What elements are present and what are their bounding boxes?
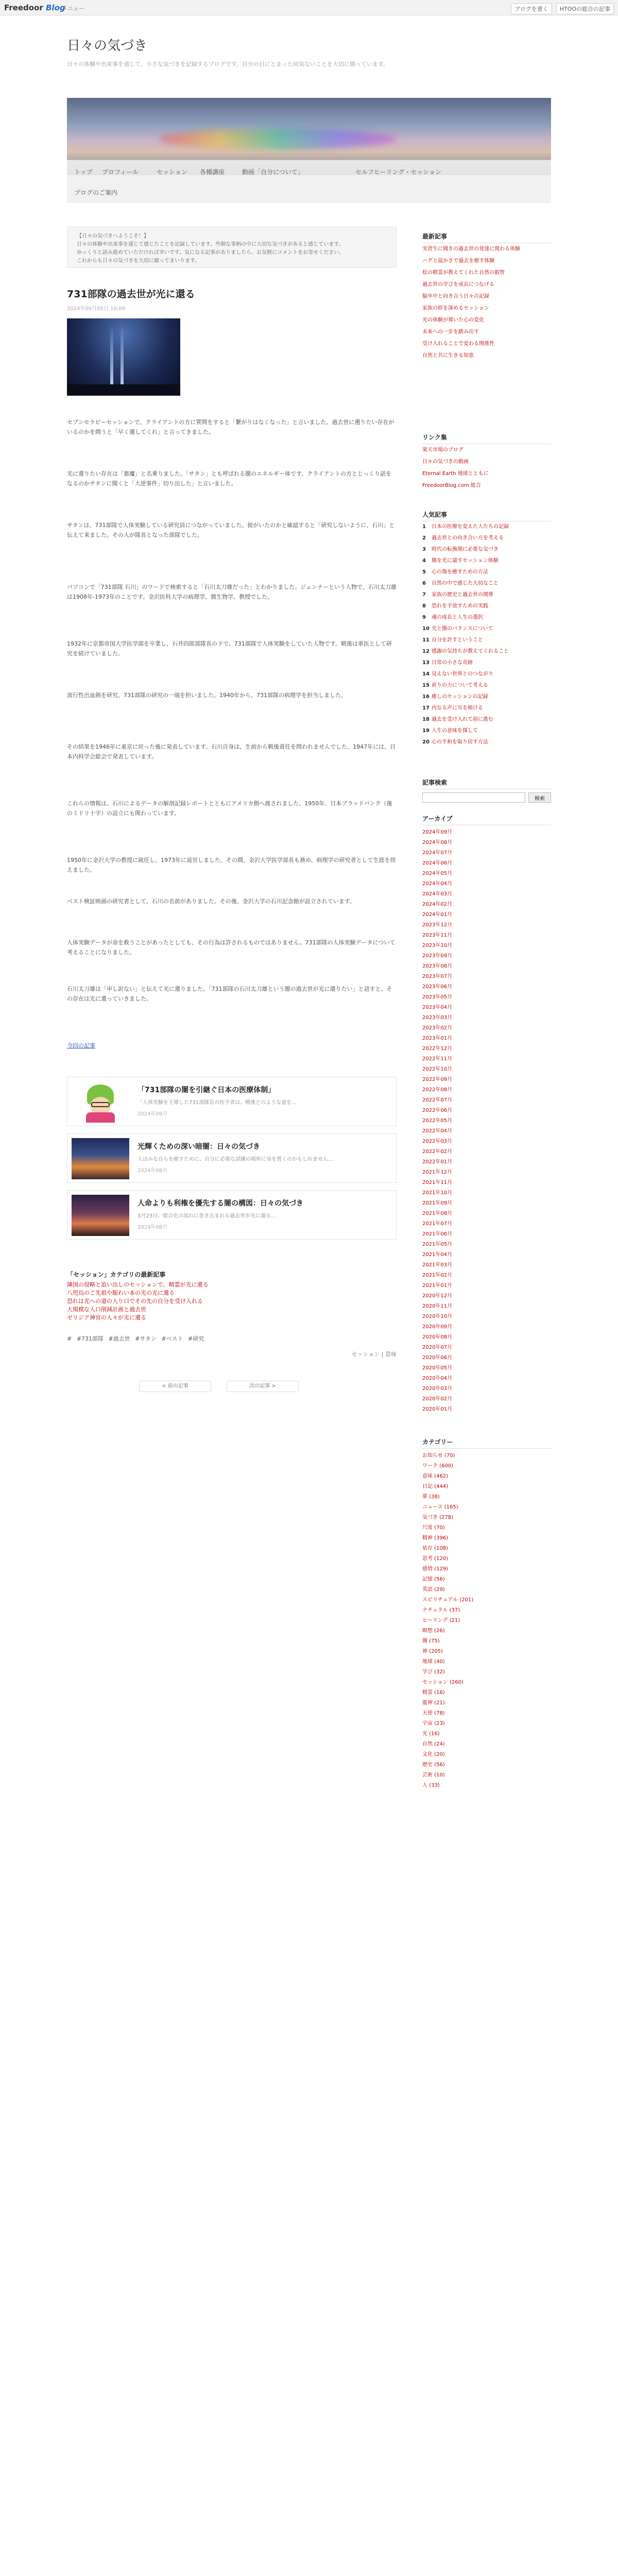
post-paragraph: 石川太刀雄は「申し訳ない」と伝えて光に還りました。「731部隊の石川太刀雄という闇の過去世が光に還りたい」と話すと、その存在は光に還っていきました。	[67, 986, 392, 1002]
archive-link[interactable]: 2021年01月	[422, 1283, 453, 1289]
archive-link[interactable]: 2023年09月	[422, 953, 453, 959]
ranking-item[interactable]: 10 光と闇のバランスについて	[422, 626, 493, 632]
related-snippet: 「人体実験を主導した731部隊長の医学者は、戦後どのような道を…	[138, 1100, 297, 1106]
archive-link[interactable]: 2022年02月	[422, 1149, 453, 1155]
post-paragraph: 光に還りたい存在は「悪魔」と名乗りました。「サタン」とも呼ばれる闇のエネルギー体です。クライアントの方とじっくり話をなるのかサタンに聞くと「大逆事件」切り出した」と言いました。	[67, 470, 391, 487]
related-article-card[interactable]	[67, 1077, 397, 1126]
category-link[interactable]: 人 (33)	[422, 1783, 440, 1788]
archive-link[interactable]: 2023年11月	[422, 933, 453, 938]
rainbow-cloud-image	[160, 129, 397, 149]
related-title[interactable]: 「731部隊の闇を引継ぐ日本の医療体制」	[138, 1086, 276, 1094]
recent-list	[422, 245, 551, 364]
category-link[interactable]: 宇宙 (23)	[422, 1721, 445, 1726]
archive-link[interactable]: 2022年08月	[422, 1087, 453, 1093]
archive-link[interactable]: 2023年08月	[422, 963, 453, 969]
archive-link[interactable]: 2024年01月	[422, 912, 453, 918]
search-input[interactable]	[422, 792, 525, 803]
category-link[interactable]: お知らせ (70)	[422, 1453, 455, 1459]
category-link[interactable]: 日記 (444)	[422, 1484, 449, 1489]
archive-heading: アーカイブ	[422, 814, 551, 825]
archive-link[interactable]: 2021年07月	[422, 1221, 453, 1227]
related-thumb-cartoon	[72, 1081, 129, 1123]
tag-list	[67, 1334, 204, 1343]
ranking-item[interactable]: 9 魂の成長と人生の選択	[422, 615, 483, 620]
search-button[interactable]: 検索	[528, 792, 551, 803]
menu-link[interactable]: メニュー	[62, 5, 84, 12]
tag-item[interactable]: #研究	[188, 1335, 204, 1342]
category-link[interactable]: 天使 (78)	[422, 1710, 445, 1716]
ranking-item[interactable]: 5 心の傷を癒すための方法	[422, 569, 488, 575]
category-heading: カテゴリー	[422, 1437, 551, 1449]
archive-link[interactable]: 2024年07月	[422, 850, 453, 856]
nav-item-session[interactable]: セッション	[157, 168, 187, 176]
nav-item-video[interactable]: 動画「自分について」	[242, 168, 304, 176]
ranking-item[interactable]: 15 祈りの力について考える	[422, 683, 488, 688]
archive-link[interactable]: 2021年06月	[422, 1231, 453, 1237]
archive-link[interactable]: 2020年09月	[422, 1324, 453, 1330]
archive-link[interactable]: 2023年05月	[422, 994, 453, 1000]
ranking-item[interactable]: 4 闇を光に還すセッション体験	[422, 558, 499, 564]
ranking-item[interactable]: 13 日常の小さな奇跡	[422, 660, 473, 666]
ranking-item[interactable]: 7 家族の歴史と過去世の関係	[422, 592, 493, 598]
recent-link[interactable]: 光の体験が導いた心の変化	[422, 317, 484, 323]
external-link[interactable]: FreedoorBlog.com 総合	[422, 483, 481, 488]
site-title[interactable]: 日々の気づき	[67, 38, 148, 54]
category-link[interactable]: 神 (205)	[422, 1649, 443, 1654]
post-paragraph: その結果を1946年に東京に戻った後に発表しています。石川自身は、生前から戦後責任を問われませんでした。1947年には、日本内科学会総会で発表しています。	[67, 743, 396, 760]
archive-link[interactable]: 2021年03月	[422, 1262, 453, 1268]
category-link[interactable]: 瞑想 (26)	[422, 1628, 445, 1634]
ranking-item[interactable]: 19 人生の意味を探して	[422, 728, 478, 734]
category-link[interactable]: 依存 (108)	[422, 1546, 449, 1551]
archive-link[interactable]: 2021年04月	[422, 1252, 453, 1258]
recent-link[interactable]: 未来への一歩を踏み出す	[422, 329, 479, 335]
archive-link[interactable]: 2023年07月	[422, 974, 453, 979]
post-paragraph: ベスト検証映画の研究者として、石川の名前がありました。その後、金沢大学の石川記念館が設立されています。	[67, 898, 355, 905]
archive-link[interactable]: 2022年11月	[422, 1056, 453, 1062]
category-link[interactable]: 精神 (396)	[422, 1535, 449, 1541]
welcome-notice: 【日々の気づきへようこそ！】 日々の体験や出来事を通じて感じたことを記録しています。些細な事柄の中に大切な気づきがあると感じています。 ゆっくりと読み進めていただければ幸いです。気になる記事がありましたら、お気軽にコメントをお寄せください。 これからも日々の気づきを大切に綴ってまいります。	[67, 227, 397, 268]
post-paragraph: セブンセラピーセッションで、クライアントの方に質問をすると「繋がりはなくなった」と言いました。過去世に遡りたい存在がいるのかを問うと「早く還してくれ」と言ってきました。	[67, 419, 394, 435]
recent-link[interactable]: 脳卒中と向き合う日々の記録	[422, 294, 489, 299]
post-paragraph: 人体実験データが命を救うことがあったとしても、その行為は許されるものではありません。731部隊の人体実験データについて考えることになりました。	[67, 939, 396, 956]
archive-link[interactable]: 2024年09月	[422, 829, 453, 835]
archive-link[interactable]: 2022年06月	[422, 1108, 453, 1113]
category-link[interactable]: 自然 (24)	[422, 1741, 445, 1747]
category-link[interactable]: ナチュラル (37)	[422, 1607, 460, 1613]
ranking-item[interactable]: 2 過去世との向き合い方を考える	[422, 535, 504, 541]
category-link[interactable]: 精霊 (16)	[422, 1690, 445, 1696]
category-latest-box	[67, 1270, 397, 1322]
archive-link[interactable]: 2023年02月	[422, 1025, 453, 1031]
archive-link[interactable]: 2024年06月	[422, 860, 453, 866]
ranking-item[interactable]: 1 日本の医療を変えた人たちの記録	[422, 524, 509, 530]
ranking-item[interactable]: 18 過去を受け入れて前に進む	[422, 717, 493, 722]
category-link[interactable]: 文化 (20)	[422, 1752, 445, 1757]
tag-item[interactable]: #ベスト	[161, 1335, 183, 1342]
prev-article-button[interactable]: < 前の記事	[139, 1381, 211, 1392]
archive-link[interactable]: 2020年08月	[422, 1334, 453, 1340]
category-link[interactable]: 思考 (120)	[422, 1556, 449, 1562]
post-link-paragraph	[67, 1041, 397, 1050]
related-snippet: 3月23日、総合化の流れに巻き込まれる過去世が光に還る…	[138, 1213, 277, 1219]
related-thumb-dusk	[72, 1195, 129, 1236]
nav-item-top[interactable]: トップ	[74, 168, 93, 176]
related-snippet: 人はみな自らを癒すために、自分に必要な試練の場所に身を置くのかもしれません…	[138, 1157, 333, 1162]
category-link[interactable]: 尺度 (70)	[422, 1525, 445, 1531]
archive-link[interactable]: 2021年02月	[422, 1273, 453, 1278]
archive-link[interactable]: 2020年05月	[422, 1365, 453, 1371]
post-paragraph: 流行性出血熱を研究、731部隊の研究の一端を担いました。1940年から、731部隊の病理学を担当しました。	[67, 692, 347, 699]
archive-link[interactable]: 2023年10月	[422, 943, 453, 948]
archive-link[interactable]: 2023年01月	[422, 1036, 453, 1041]
archive-link[interactable]: 2022年01月	[422, 1159, 453, 1165]
archive-link[interactable]: 2020年10月	[422, 1314, 453, 1319]
archive-link[interactable]: 2020年01月	[422, 1406, 453, 1412]
archive-link[interactable]: 2022年12月	[422, 1046, 453, 1052]
nav-item-self-healing[interactable]: セルフヒーリング・セッション	[355, 168, 442, 176]
post-paragraph: サタンは、731部隊で人体実験している研究員につながっていました。彼がいたのかと確認すると「研究しないように、石川」と伝えて来ました。その人が隊長となった部隊でした。	[67, 522, 395, 538]
top-articles-button[interactable]: HTOOの総合の記事	[556, 3, 614, 14]
archive-link[interactable]: 2021年09月	[422, 1200, 453, 1206]
external-link[interactable]: 日々の気づきの動画	[422, 459, 469, 465]
category-link[interactable]: 光 (16)	[422, 1731, 440, 1737]
archive-link[interactable]: 2023年06月	[422, 984, 453, 990]
archive-link[interactable]: 2020年12月	[422, 1293, 453, 1299]
ranking-item[interactable]: 17 内なる声に耳を傾ける	[422, 705, 483, 711]
write-blog-button[interactable]: ブログを書く	[511, 3, 552, 14]
related-title[interactable]: 人命よりも利権を優先する闇の構図：日々の気づき	[138, 1199, 303, 1208]
post-inline-link[interactable]: 今回の記事	[67, 1042, 95, 1049]
tag-item[interactable]: #サタン	[135, 1335, 157, 1342]
category-link[interactable]: 記憶 (56)	[422, 1577, 445, 1582]
category-link[interactable]: ニュース (165)	[422, 1504, 458, 1510]
archive-link[interactable]: 2020年11月	[422, 1303, 453, 1309]
archive-link[interactable]: 2020年04月	[422, 1376, 453, 1381]
links-list	[422, 446, 551, 494]
recent-link[interactable]: ハグと温かさで過去を癒す体験	[422, 258, 495, 264]
nav-item-blog-guide[interactable]: ブログのご案内	[74, 189, 118, 196]
archive-link[interactable]: 2021年10月	[422, 1190, 453, 1196]
archive-link[interactable]: 2022年04月	[422, 1128, 453, 1134]
category-latest-link[interactable]: ゼリジア神官の人々が光に還る	[67, 1314, 146, 1321]
tag-item[interactable]: #過去世	[108, 1335, 130, 1342]
related-date: 2024年08月	[138, 1168, 168, 1174]
category-latest-link[interactable]: 隣国の侵略と追い出しのセッションで、精霊が光に還る	[67, 1281, 209, 1288]
post-paragraph: パソコンで「731部隊 石川」のワードで検索すると「石川太刀雄だった」とわかりました。ジェンナーという人物で、石川太刀雄は1908年-1973年のことです。金沢医科大学の病理学、微生物学、教授でした。	[67, 584, 397, 600]
archive-list	[422, 827, 551, 1415]
archive-link[interactable]: 2020年06月	[422, 1355, 453, 1361]
category-link[interactable]: 意味 (462)	[422, 1473, 449, 1479]
recent-link[interactable]: 実習生に聞きの過去世の発達に関わる体験	[422, 246, 520, 252]
category-link[interactable]: 気づき (278)	[422, 1515, 454, 1520]
brand-logo[interactable]: Freedoor Blog	[4, 3, 65, 12]
ranking-item[interactable]: 20 心の平和を取り戻す方法	[422, 739, 488, 745]
ranking-item[interactable]: 3 時代の転換期に必要な気づき	[422, 547, 499, 552]
category-latest-link[interactable]: 大規模な人口削減計画と過去世	[67, 1306, 146, 1313]
category-link[interactable]: 夢 (38)	[422, 1494, 440, 1500]
ranking-item[interactable]: 6 自然の中で感じた大切なこと	[422, 581, 499, 586]
archive-link[interactable]: 2023年12月	[422, 922, 453, 928]
related-date: 2024年09月	[138, 1111, 168, 1117]
related-article-card[interactable]	[67, 1190, 397, 1240]
category-link[interactable]: 英語 (29)	[422, 1587, 445, 1592]
archive-link[interactable]: 2020年03月	[422, 1386, 453, 1392]
external-link[interactable]: Eternal Earth 地球とともに	[422, 471, 489, 477]
global-nav	[67, 160, 551, 203]
site-description: 日々の体験や出来事を通じて、小さな気づきを記録するブログです。自分の目にとまった何気ないことを大切に綴っています。	[67, 61, 389, 67]
ranking-list	[422, 523, 551, 750]
tag-item[interactable]: #731部隊	[76, 1335, 104, 1342]
share-info[interactable]: セッション | 意味	[351, 1351, 397, 1358]
post-paragraph: 1950年に金沢大学の教授に就任し、1973年に退官しました。その間、金沢大学医学部長も務め、病理学の研究者として生涯を終えました。	[67, 857, 396, 873]
archive-link[interactable]: 2024年08月	[422, 840, 453, 845]
archive-link[interactable]: 2021年12月	[422, 1170, 453, 1175]
category-link[interactable]: 闇 (75)	[422, 1638, 440, 1644]
archive-link[interactable]: 2022年07月	[422, 1097, 453, 1103]
category-link[interactable]: 歴史 (56)	[422, 1762, 445, 1768]
category-link[interactable]: 龍神 (21)	[422, 1700, 445, 1706]
next-article-button[interactable]: 次の記事 >	[227, 1381, 299, 1392]
archive-link[interactable]: 2020年02月	[422, 1396, 453, 1402]
ranking-item[interactable]: 16 癒しのセッションの記録	[422, 694, 488, 700]
archive-link[interactable]: 2024年04月	[422, 881, 453, 887]
category-link[interactable]: スピリチュアル (201)	[422, 1597, 474, 1603]
category-link[interactable]: 感情 (129)	[422, 1566, 449, 1572]
recent-link[interactable]: 家族の絆を深めるセッション	[422, 306, 489, 311]
category-link[interactable]: ワーク (600)	[422, 1463, 454, 1469]
tag-label: #	[67, 1335, 72, 1342]
nav-item-profile[interactable]: プロフィール	[102, 168, 139, 176]
recent-link[interactable]: 自然と共に生きる知恵	[422, 353, 474, 359]
ranking-item[interactable]: 12 感謝の気持ちが教えてくれること	[422, 649, 509, 654]
related-thumb-sunset	[72, 1138, 129, 1179]
category-latest-link[interactable]: 八咫烏のご先祖や賑わい本の光の光に還る	[67, 1290, 175, 1296]
archive-link[interactable]: 2023年04月	[422, 1005, 453, 1010]
archive-link[interactable]: 2024年05月	[422, 871, 453, 876]
archive-link[interactable]: 2022年09月	[422, 1077, 453, 1082]
top-bar	[0, 0, 618, 15]
recent-link[interactable]: 過去世の学びを成長につなげる	[422, 282, 494, 287]
ranking-heading: 人気記事	[422, 510, 551, 521]
archive-link[interactable]: 2022年03月	[422, 1139, 453, 1144]
category-link[interactable]: ヒーリング (21)	[422, 1618, 460, 1623]
archive-link[interactable]: 2021年05月	[422, 1242, 453, 1247]
archive-link[interactable]: 2020年07月	[422, 1345, 453, 1350]
category-latest-heading: 「セッション」カテゴリの最新記事	[67, 1271, 166, 1278]
archive-link[interactable]: 2022年10月	[422, 1066, 453, 1072]
recent-link[interactable]: 松の精霊が教えてくれた自然の叡智	[422, 270, 505, 276]
archive-link[interactable]: 2024年02月	[422, 902, 453, 907]
ranking-item[interactable]: 11 自分を許すということ	[422, 637, 483, 643]
archive-link[interactable]: 2021年11月	[422, 1180, 453, 1185]
archive-link[interactable]: 2022年05月	[422, 1118, 453, 1124]
nav-item-courses[interactable]: 各種講座	[200, 168, 225, 176]
archive-link[interactable]: 2021年08月	[422, 1211, 453, 1216]
external-link[interactable]: 楽天市場のブログ	[422, 447, 464, 453]
recent-heading: 最新記事	[422, 232, 551, 243]
links-heading: リンク集	[422, 433, 551, 444]
post-paragraph: 1932年に京都帝国大学医学部を卒業し、石井四郎部隊長の下で、731部隊で人体実験をしていた人物です。戦後は軍医として研究を続けていました。	[67, 640, 392, 657]
related-article-card[interactable]	[67, 1133, 397, 1183]
category-link[interactable]: 学び (32)	[422, 1669, 445, 1675]
recent-link[interactable]: 受け入れることで変わる関係性	[422, 341, 494, 347]
category-link[interactable]: 地球 (40)	[422, 1659, 445, 1665]
category-list	[422, 1451, 551, 1791]
related-date: 2024年08月	[138, 1225, 168, 1230]
search-form	[422, 792, 551, 804]
post-date: 2024年09月05日 10:09	[67, 306, 125, 312]
post-title[interactable]: 731部隊の過去世が光に還る	[67, 289, 195, 300]
post-image-tribute-in-light	[67, 318, 180, 396]
search-heading: 記事検索	[422, 778, 551, 789]
category-latest-link[interactable]: 恐れは光への道の入り口でその先の自分を受け入れる	[67, 1298, 203, 1304]
post-paragraph: これらの情報は、石川によるデータの解剖記録レポートとともにアメリカ側へ渡されました。1950年、日本ブラッドバンク（後のミドリ十字）の設立にも関わっています。	[67, 800, 392, 817]
related-title[interactable]: 光輝くための深い暗闇：日々の気づき	[138, 1143, 260, 1151]
ranking-item[interactable]: 14 見えない世界とのつながり	[422, 671, 493, 677]
category-link[interactable]: 芸術 (10)	[422, 1772, 445, 1778]
ranking-item[interactable]: 8 恐れを手放すための実践	[422, 603, 488, 609]
archive-link[interactable]: 2024年03月	[422, 891, 453, 897]
archive-link[interactable]: 2023年03月	[422, 1015, 453, 1021]
category-link[interactable]: セッション (260)	[422, 1680, 464, 1685]
